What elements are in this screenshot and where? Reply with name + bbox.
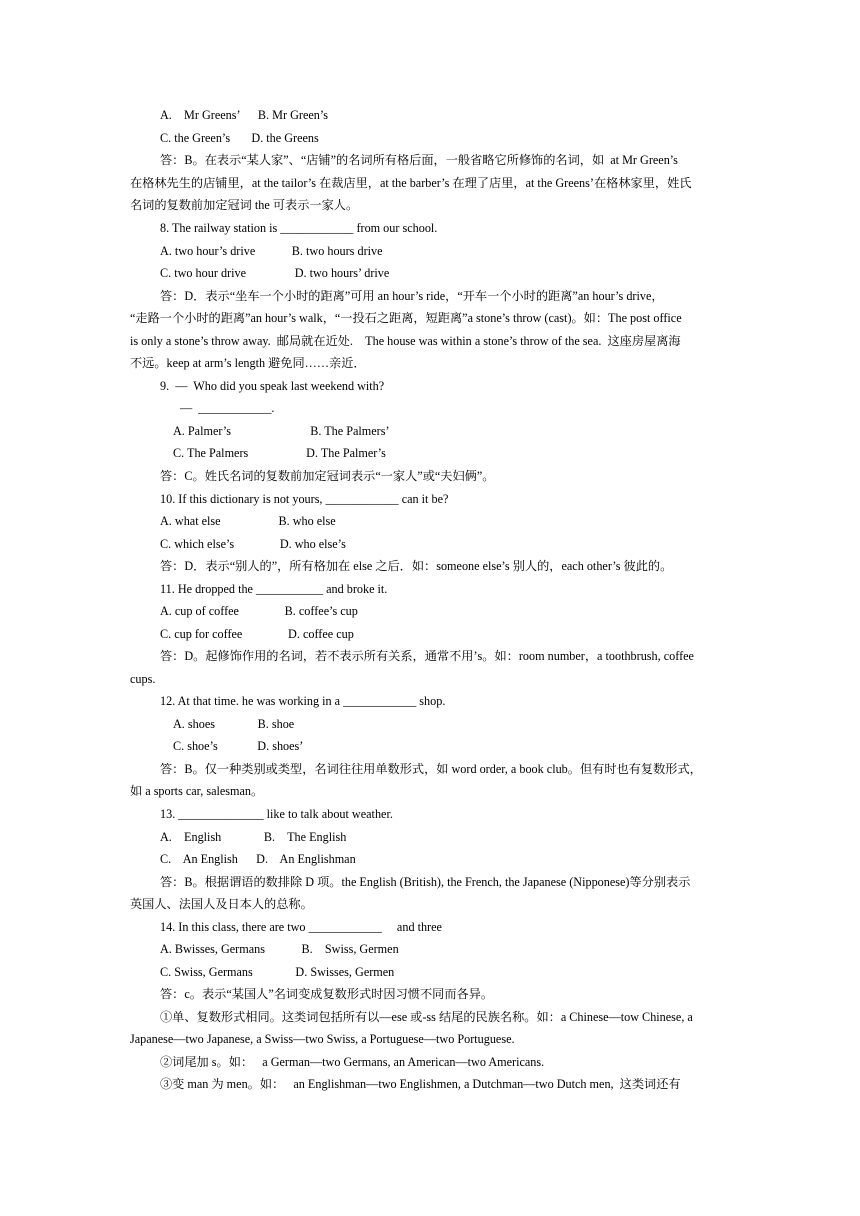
q11-options-ab: A. cup of coffee B. coffee’s cup <box>160 604 358 618</box>
q11-options-cd: C. cup for coffee D. coffee cup <box>160 627 354 641</box>
q12-answer-line-2: 如 a sports car, salesman。 <box>130 784 264 798</box>
q9-options-ab: A. Palmer’s B. The Palmers’ <box>173 424 390 438</box>
q14-question: 14. In this class, there are two ____________ and three <box>160 920 442 934</box>
q8-answer-line-3: is only a stone’s throw away. 邮局就在近处. The house was within a stone’s throw of the sea. 这座房屋离海 <box>130 334 681 348</box>
q7-options-cd: C. the Green’s D. the Greens <box>160 131 319 145</box>
q14-rule-1-line-1: ①单、复数形式相同。这类词包括所有以—ese 或-ss 结尾的民族名称。如：a Chinese—tow Chinese, a <box>160 1010 693 1024</box>
q11-question: 11. He dropped the ___________ and broke it. <box>160 582 388 596</box>
q10-question: 10. If this dictionary is not yours, ____________ can it be? <box>160 492 449 506</box>
q9-options-cd: C. The Palmers D. The Palmer’s <box>173 446 386 460</box>
q12-options-ab: A. shoes B. shoe <box>173 717 295 731</box>
q14-options-ab: A. Bwisses, Germans B. Swiss, Germen <box>160 942 399 956</box>
q11-answer-line-2: cups. <box>130 672 156 686</box>
q9-answer: 答：C。姓氏名词的复数前加定冠词表示“一家人”或“夫妇俩”。 <box>160 469 495 483</box>
q14-answer: 答：c。表示“某国人”名词变成复数形式时因习惯不同而各异。 <box>160 987 494 1001</box>
q14-rule-2: ②词尾加 s。如： a German—two Germans, an American—two Americans. <box>160 1055 545 1069</box>
q14-options-cd: C. Swiss, Germans D. Swisses, Germen <box>160 965 395 979</box>
q8-question: 8. The railway station is ____________ from our school. <box>160 221 438 235</box>
q10-answer: 答：D．表示“别人的”，所有格加在 else 之后．如：someone else’s 别人的，each other’s 彼此的。 <box>160 559 673 573</box>
q12-options-cd: C. shoe’s D. shoes’ <box>173 739 304 753</box>
q8-answer-line-2: “走路一个小时的距离”an hour’s walk，“一投石之距离，短距离”a stone’s throw (cast)。如：The post office <box>130 311 682 325</box>
q8-options-cd: C. two hour drive D. two hours’ drive <box>160 266 390 280</box>
q13-options-ab: A. English B. The English <box>160 830 347 844</box>
q10-options-ab: A. what else B. who else <box>160 514 336 528</box>
q7-answer-line-3: 名词的复数前加定冠词 the 可表示一家人。 <box>130 198 359 212</box>
q13-answer-line-1: 答：B。根据谓语的数排除 D 项。the English (British), the French, the Japanese (Nipponese)等分别表示 <box>160 875 691 889</box>
q9-reply: — ____________. <box>180 401 275 415</box>
q8-answer-line-4: 不远。keep at arm’s length 避免同……亲近． <box>130 356 366 370</box>
q11-answer-line-1: 答：D。起修饰作用的名词，若不表示所有关系，通常不用’s。如：room number，a toothbrush, coffee <box>160 649 694 663</box>
q13-options-cd: C. An English D. An Englishman <box>160 852 356 866</box>
q8-options-ab: A. two hour’s drive B. two hours drive <box>160 244 383 258</box>
q7-options-ab: A. Mr Greens’ B. Mr Green’s <box>160 108 328 122</box>
q8-answer-line-1: 答：D．表示“坐车一个小时的距离”可用 an hour’s ride，“开车一个小时的距离”an hour’s drive， <box>160 289 664 303</box>
q12-question: 12. At that time. he was working in a ____________ shop. <box>160 694 446 708</box>
q14-rule-3: ③变 man 为 men。如： an Englishman—two Englishmen, a Dutchman—two Dutch men, 这类词还有 <box>160 1077 681 1091</box>
q13-question: 13. ______________ like to talk about weather. <box>160 807 393 821</box>
q12-answer-line-1: 答：B。仅一种类别或类型，名词往往用单数形式，如 word order, a book club。但有时也有复数形式， <box>160 762 702 776</box>
q14-rule-1-line-2: Japanese—two Japanese, a Swiss—two Swiss, a Portuguese—two Portuguese. <box>130 1032 515 1046</box>
q7-answer-line-2: 在格林先生的店铺里，at the tailor’s 在裁店里，at the barber’s 在理了店里，at the Greens’在格林家里，姓氏 <box>130 176 692 190</box>
q9-question: 9. — Who did you speak last weekend with? <box>160 379 385 393</box>
q10-options-cd: C. which else’s D. who else’s <box>160 537 346 551</box>
q7-answer-line-1: 答：B。在表示“某人家”、“店铺”的名词所有格后面，一般省略它所修饰的名词，如 at Mr Green’s <box>160 153 678 167</box>
q13-answer-line-2: 英国人、法国人及日本人的总称。 <box>130 897 313 911</box>
